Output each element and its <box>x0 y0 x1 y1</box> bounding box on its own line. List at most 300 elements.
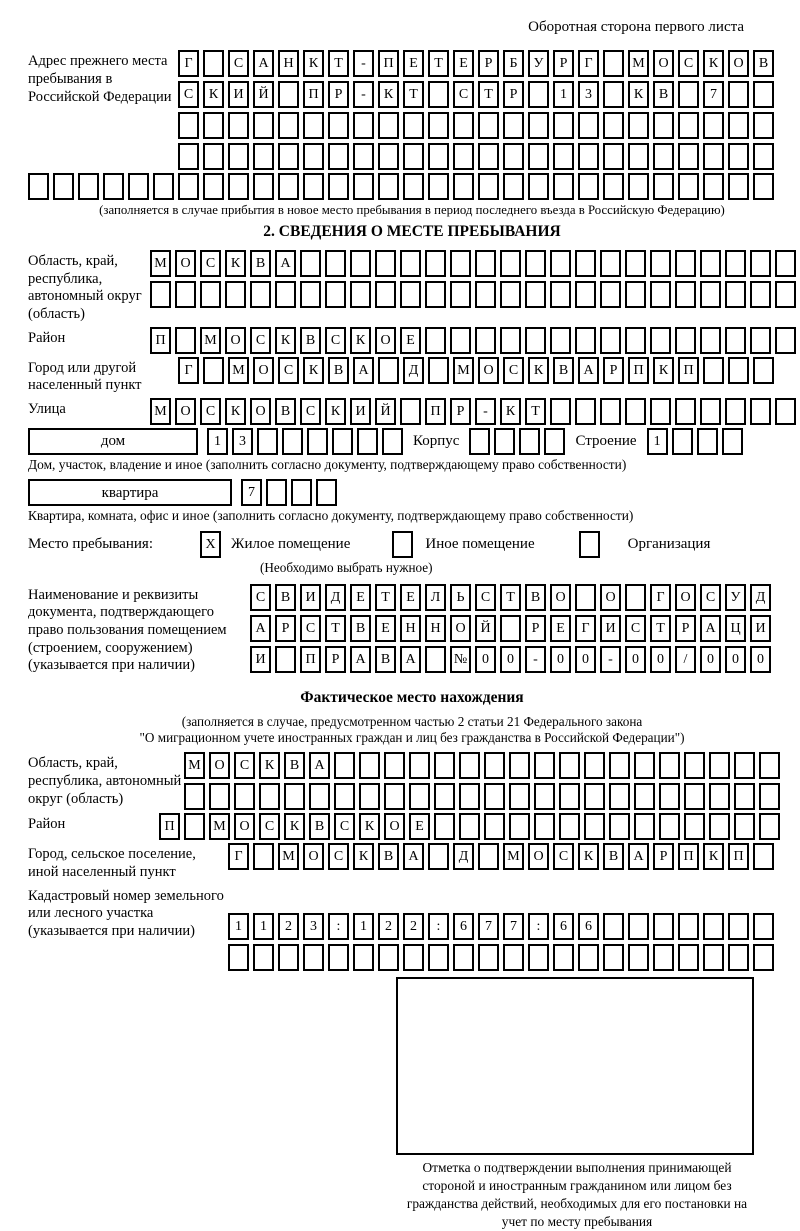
char-cell[interactable] <box>459 813 480 840</box>
char-cell[interactable]: К <box>528 357 549 384</box>
char-cell[interactable] <box>703 913 724 940</box>
char-cell[interactable] <box>609 783 630 810</box>
char-cell[interactable]: Й <box>253 81 274 108</box>
char-cell[interactable]: Д <box>403 357 424 384</box>
char-cell[interactable] <box>278 143 299 170</box>
char-cell[interactable] <box>500 281 521 308</box>
char-cell[interactable] <box>53 173 74 200</box>
char-cell[interactable] <box>509 752 530 779</box>
char-cell[interactable]: Е <box>550 615 571 642</box>
char-cell[interactable]: : <box>428 913 449 940</box>
char-cell[interactable] <box>184 783 205 810</box>
char-cell[interactable]: С <box>700 584 721 611</box>
char-cell[interactable] <box>478 173 499 200</box>
char-cell[interactable] <box>703 112 724 139</box>
char-cell[interactable] <box>303 143 324 170</box>
char-cell[interactable]: О <box>250 398 271 425</box>
char-cell[interactable] <box>650 327 671 354</box>
char-cell[interactable] <box>700 281 721 308</box>
char-cell[interactable] <box>584 752 605 779</box>
char-cell[interactable] <box>753 143 774 170</box>
char-cell[interactable]: Р <box>603 357 624 384</box>
char-cell[interactable] <box>428 81 449 108</box>
char-cell[interactable] <box>734 783 755 810</box>
char-cell[interactable]: О <box>209 752 230 779</box>
char-cell[interactable] <box>278 944 299 971</box>
char-cell[interactable]: 0 <box>750 646 771 673</box>
char-cell[interactable] <box>453 143 474 170</box>
char-cell[interactable] <box>603 50 624 77</box>
char-cell[interactable] <box>575 250 596 277</box>
char-cell[interactable]: В <box>328 357 349 384</box>
char-cell[interactable] <box>653 173 674 200</box>
char-cell[interactable] <box>753 173 774 200</box>
char-cell[interactable]: О <box>375 327 396 354</box>
char-cell[interactable]: С <box>228 50 249 77</box>
char-cell[interactable]: К <box>259 752 280 779</box>
char-cell[interactable] <box>725 327 746 354</box>
char-cell[interactable]: В <box>553 357 574 384</box>
char-cell[interactable] <box>400 250 421 277</box>
char-cell[interactable]: 3 <box>578 81 599 108</box>
char-cell[interactable] <box>544 428 565 455</box>
char-cell[interactable] <box>659 752 680 779</box>
char-cell[interactable]: И <box>350 398 371 425</box>
char-cell[interactable]: М <box>503 843 524 870</box>
char-cell[interactable] <box>500 250 521 277</box>
char-cell[interactable] <box>553 173 574 200</box>
char-cell[interactable] <box>453 173 474 200</box>
char-cell[interactable]: В <box>350 615 371 642</box>
char-cell[interactable]: О <box>728 50 749 77</box>
char-cell[interactable]: К <box>653 357 674 384</box>
char-cell[interactable] <box>128 173 149 200</box>
char-cell[interactable]: Р <box>325 646 346 673</box>
char-cell[interactable]: Е <box>400 327 421 354</box>
char-cell[interactable] <box>328 143 349 170</box>
char-cell[interactable] <box>725 250 746 277</box>
char-cell[interactable]: Й <box>375 398 396 425</box>
char-cell[interactable] <box>425 281 446 308</box>
char-cell[interactable]: Р <box>503 81 524 108</box>
char-cell[interactable] <box>759 813 780 840</box>
char-cell[interactable]: - <box>600 646 621 673</box>
char-cell[interactable]: И <box>250 646 271 673</box>
char-cell[interactable] <box>209 783 230 810</box>
char-cell[interactable] <box>703 944 724 971</box>
char-cell[interactable] <box>503 173 524 200</box>
char-cell[interactable]: М <box>228 357 249 384</box>
char-cell[interactable]: Т <box>328 50 349 77</box>
char-cell[interactable]: 3 <box>303 913 324 940</box>
char-cell[interactable] <box>603 112 624 139</box>
char-cell[interactable] <box>253 173 274 200</box>
char-cell[interactable]: А <box>350 646 371 673</box>
char-cell[interactable] <box>728 913 749 940</box>
char-cell[interactable] <box>266 479 287 506</box>
char-cell[interactable] <box>428 357 449 384</box>
char-cell[interactable] <box>528 112 549 139</box>
char-cell[interactable]: Т <box>478 81 499 108</box>
char-cell[interactable] <box>282 428 303 455</box>
char-cell[interactable] <box>278 81 299 108</box>
char-cell[interactable] <box>534 813 555 840</box>
char-cell[interactable] <box>759 752 780 779</box>
char-cell[interactable] <box>728 357 749 384</box>
char-cell[interactable] <box>525 250 546 277</box>
char-cell[interactable]: Т <box>428 50 449 77</box>
char-cell[interactable] <box>203 357 224 384</box>
char-cell[interactable] <box>434 752 455 779</box>
char-cell[interactable] <box>334 783 355 810</box>
char-cell[interactable] <box>559 752 580 779</box>
char-cell[interactable] <box>603 173 624 200</box>
char-cell[interactable]: - <box>475 398 496 425</box>
char-cell[interactable] <box>203 143 224 170</box>
char-cell[interactable]: П <box>425 398 446 425</box>
char-cell[interactable] <box>28 173 49 200</box>
char-cell[interactable]: В <box>275 584 296 611</box>
char-cell[interactable]: С <box>625 615 646 642</box>
char-cell[interactable] <box>503 944 524 971</box>
char-cell[interactable]: С <box>250 327 271 354</box>
char-cell[interactable] <box>728 112 749 139</box>
char-cell[interactable]: Г <box>178 357 199 384</box>
char-cell[interactable]: Г <box>575 615 596 642</box>
char-cell[interactable] <box>603 143 624 170</box>
char-cell[interactable] <box>350 250 371 277</box>
checkbox-residential[interactable]: X <box>200 531 221 558</box>
char-cell[interactable] <box>775 398 796 425</box>
char-cell[interactable] <box>775 250 796 277</box>
char-cell[interactable] <box>603 913 624 940</box>
char-cell[interactable] <box>678 173 699 200</box>
char-cell[interactable]: В <box>284 752 305 779</box>
char-cell[interactable] <box>228 944 249 971</box>
char-cell[interactable]: П <box>378 50 399 77</box>
char-cell[interactable]: К <box>225 250 246 277</box>
char-cell[interactable] <box>378 357 399 384</box>
char-cell[interactable] <box>575 398 596 425</box>
char-cell[interactable] <box>734 752 755 779</box>
char-cell[interactable] <box>625 584 646 611</box>
char-cell[interactable] <box>153 173 174 200</box>
char-cell[interactable] <box>659 783 680 810</box>
char-cell[interactable] <box>257 428 278 455</box>
char-cell[interactable] <box>697 428 718 455</box>
char-cell[interactable]: Н <box>278 50 299 77</box>
char-cell[interactable] <box>634 783 655 810</box>
char-cell[interactable]: № <box>450 646 471 673</box>
char-cell[interactable] <box>709 783 730 810</box>
char-cell[interactable]: П <box>628 357 649 384</box>
char-cell[interactable] <box>628 944 649 971</box>
char-cell[interactable]: П <box>159 813 180 840</box>
char-cell[interactable] <box>150 281 171 308</box>
char-cell[interactable]: П <box>300 646 321 673</box>
char-cell[interactable] <box>684 813 705 840</box>
char-cell[interactable] <box>453 944 474 971</box>
char-cell[interactable]: С <box>234 752 255 779</box>
char-cell[interactable] <box>178 173 199 200</box>
char-cell[interactable]: А <box>353 357 374 384</box>
char-cell[interactable] <box>753 112 774 139</box>
char-cell[interactable] <box>678 81 699 108</box>
char-cell[interactable]: С <box>200 250 221 277</box>
char-cell[interactable] <box>584 783 605 810</box>
char-cell[interactable]: С <box>328 843 349 870</box>
char-cell[interactable] <box>653 944 674 971</box>
char-cell[interactable] <box>525 281 546 308</box>
char-cell[interactable]: О <box>600 584 621 611</box>
char-cell[interactable] <box>278 112 299 139</box>
char-cell[interactable] <box>453 112 474 139</box>
char-cell[interactable]: Д <box>325 584 346 611</box>
char-cell[interactable] <box>259 783 280 810</box>
char-cell[interactable]: Р <box>450 398 471 425</box>
char-cell[interactable] <box>425 327 446 354</box>
char-cell[interactable] <box>525 327 546 354</box>
char-cell[interactable]: А <box>400 646 421 673</box>
char-cell[interactable]: 7 <box>503 913 524 940</box>
char-cell[interactable]: А <box>309 752 330 779</box>
char-cell[interactable] <box>203 173 224 200</box>
char-cell[interactable] <box>478 843 499 870</box>
char-cell[interactable]: : <box>328 913 349 940</box>
char-cell[interactable] <box>675 398 696 425</box>
char-cell[interactable] <box>475 327 496 354</box>
char-cell[interactable] <box>203 50 224 77</box>
char-cell[interactable]: С <box>453 81 474 108</box>
char-cell[interactable] <box>228 173 249 200</box>
char-cell[interactable]: Ь <box>450 584 471 611</box>
char-cell[interactable]: А <box>250 615 271 642</box>
char-cell[interactable] <box>534 752 555 779</box>
char-cell[interactable]: 0 <box>700 646 721 673</box>
char-cell[interactable] <box>709 813 730 840</box>
char-cell[interactable]: В <box>250 250 271 277</box>
char-cell[interactable] <box>484 813 505 840</box>
char-cell[interactable]: В <box>378 843 399 870</box>
char-cell[interactable] <box>675 250 696 277</box>
char-cell[interactable] <box>559 813 580 840</box>
char-cell[interactable]: О <box>253 357 274 384</box>
char-cell[interactable]: Е <box>350 584 371 611</box>
char-cell[interactable] <box>275 646 296 673</box>
char-cell[interactable] <box>553 112 574 139</box>
char-cell[interactable] <box>734 813 755 840</box>
char-cell[interactable] <box>678 112 699 139</box>
char-cell[interactable]: Р <box>328 81 349 108</box>
char-cell[interactable] <box>478 112 499 139</box>
char-cell[interactable] <box>178 112 199 139</box>
char-cell[interactable] <box>728 944 749 971</box>
char-cell[interactable]: 2 <box>403 913 424 940</box>
char-cell[interactable]: Т <box>403 81 424 108</box>
char-cell[interactable] <box>409 783 430 810</box>
char-cell[interactable] <box>359 752 380 779</box>
char-cell[interactable] <box>425 646 446 673</box>
char-cell[interactable] <box>528 944 549 971</box>
char-cell[interactable] <box>672 428 693 455</box>
char-cell[interactable] <box>469 428 490 455</box>
char-cell[interactable] <box>303 944 324 971</box>
char-cell[interactable] <box>300 281 321 308</box>
char-cell[interactable]: Н <box>425 615 446 642</box>
char-cell[interactable]: О <box>528 843 549 870</box>
char-cell[interactable] <box>775 327 796 354</box>
char-cell[interactable]: Р <box>525 615 546 642</box>
char-cell[interactable]: 6 <box>578 913 599 940</box>
char-cell[interactable] <box>759 783 780 810</box>
char-cell[interactable]: К <box>275 327 296 354</box>
char-cell[interactable]: О <box>450 615 471 642</box>
char-cell[interactable] <box>378 944 399 971</box>
char-cell[interactable] <box>103 173 124 200</box>
char-cell[interactable] <box>253 143 274 170</box>
char-cell[interactable]: 1 <box>647 428 668 455</box>
char-cell[interactable]: К <box>350 327 371 354</box>
char-cell[interactable]: М <box>184 752 205 779</box>
char-cell[interactable]: С <box>325 327 346 354</box>
char-cell[interactable]: В <box>300 327 321 354</box>
char-cell[interactable] <box>528 81 549 108</box>
char-cell[interactable] <box>484 783 505 810</box>
char-cell[interactable]: Р <box>478 50 499 77</box>
char-cell[interactable] <box>309 783 330 810</box>
char-cell[interactable] <box>628 913 649 940</box>
char-cell[interactable] <box>403 112 424 139</box>
char-cell[interactable]: П <box>150 327 171 354</box>
char-cell[interactable]: Е <box>409 813 430 840</box>
char-cell[interactable]: 1 <box>553 81 574 108</box>
char-cell[interactable] <box>509 813 530 840</box>
char-cell[interactable]: Е <box>400 584 421 611</box>
char-cell[interactable]: Б <box>503 50 524 77</box>
char-cell[interactable] <box>584 813 605 840</box>
char-cell[interactable]: М <box>150 250 171 277</box>
char-cell[interactable]: С <box>178 81 199 108</box>
char-cell[interactable] <box>750 398 771 425</box>
char-cell[interactable]: Г <box>228 843 249 870</box>
char-cell[interactable] <box>600 281 621 308</box>
char-cell[interactable]: Т <box>500 584 521 611</box>
char-cell[interactable] <box>684 752 705 779</box>
char-cell[interactable]: Ц <box>725 615 746 642</box>
char-cell[interactable] <box>628 173 649 200</box>
char-cell[interactable] <box>575 327 596 354</box>
char-cell[interactable]: К <box>284 813 305 840</box>
char-cell[interactable]: С <box>678 50 699 77</box>
char-cell[interactable] <box>650 250 671 277</box>
char-cell[interactable] <box>650 281 671 308</box>
char-cell[interactable] <box>675 281 696 308</box>
char-cell[interactable] <box>550 281 571 308</box>
char-cell[interactable] <box>519 428 540 455</box>
char-cell[interactable] <box>600 398 621 425</box>
char-cell[interactable] <box>494 428 515 455</box>
char-cell[interactable] <box>291 479 312 506</box>
char-cell[interactable] <box>528 143 549 170</box>
char-cell[interactable]: С <box>503 357 524 384</box>
char-cell[interactable]: 2 <box>378 913 399 940</box>
char-cell[interactable] <box>700 327 721 354</box>
char-cell[interactable]: С <box>250 584 271 611</box>
char-cell[interactable]: О <box>478 357 499 384</box>
char-cell[interactable] <box>225 281 246 308</box>
char-cell[interactable] <box>359 783 380 810</box>
char-cell[interactable] <box>678 143 699 170</box>
char-cell[interactable]: А <box>403 843 424 870</box>
char-cell[interactable]: 1 <box>207 428 228 455</box>
char-cell[interactable]: Е <box>453 50 474 77</box>
char-cell[interactable] <box>653 112 674 139</box>
char-cell[interactable]: 0 <box>500 646 521 673</box>
char-cell[interactable]: 0 <box>650 646 671 673</box>
char-cell[interactable]: Т <box>525 398 546 425</box>
char-cell[interactable]: Г <box>178 50 199 77</box>
char-cell[interactable]: С <box>475 584 496 611</box>
char-cell[interactable] <box>275 281 296 308</box>
char-cell[interactable] <box>278 173 299 200</box>
char-cell[interactable] <box>175 327 196 354</box>
char-cell[interactable] <box>409 752 430 779</box>
char-cell[interactable] <box>659 813 680 840</box>
char-cell[interactable]: К <box>703 843 724 870</box>
char-cell[interactable] <box>700 250 721 277</box>
char-cell[interactable]: 0 <box>550 646 571 673</box>
char-cell[interactable] <box>703 357 724 384</box>
char-cell[interactable] <box>78 173 99 200</box>
char-cell[interactable] <box>228 112 249 139</box>
char-cell[interactable]: О <box>550 584 571 611</box>
char-cell[interactable] <box>625 281 646 308</box>
char-cell[interactable] <box>575 281 596 308</box>
char-cell[interactable]: 2 <box>278 913 299 940</box>
char-cell[interactable] <box>553 944 574 971</box>
char-cell[interactable]: У <box>528 50 549 77</box>
char-cell[interactable] <box>378 143 399 170</box>
char-cell[interactable] <box>728 81 749 108</box>
char-cell[interactable] <box>334 752 355 779</box>
char-cell[interactable] <box>750 327 771 354</box>
char-cell[interactable] <box>253 944 274 971</box>
char-cell[interactable]: И <box>600 615 621 642</box>
char-cell[interactable] <box>753 843 774 870</box>
char-cell[interactable]: - <box>353 81 374 108</box>
char-cell[interactable]: : <box>528 913 549 940</box>
char-cell[interactable] <box>703 143 724 170</box>
char-cell[interactable] <box>675 327 696 354</box>
char-cell[interactable] <box>503 112 524 139</box>
char-cell[interactable] <box>325 281 346 308</box>
char-cell[interactable]: К <box>500 398 521 425</box>
char-cell[interactable] <box>603 944 624 971</box>
char-cell[interactable] <box>684 783 705 810</box>
char-cell[interactable]: С <box>300 398 321 425</box>
char-cell[interactable] <box>678 944 699 971</box>
char-cell[interactable] <box>578 944 599 971</box>
char-cell[interactable]: М <box>453 357 474 384</box>
char-cell[interactable]: У <box>725 584 746 611</box>
char-cell[interactable] <box>475 250 496 277</box>
char-cell[interactable] <box>578 143 599 170</box>
char-cell[interactable] <box>328 944 349 971</box>
char-cell[interactable] <box>175 281 196 308</box>
char-cell[interactable] <box>178 143 199 170</box>
char-cell[interactable] <box>653 913 674 940</box>
char-cell[interactable] <box>353 143 374 170</box>
